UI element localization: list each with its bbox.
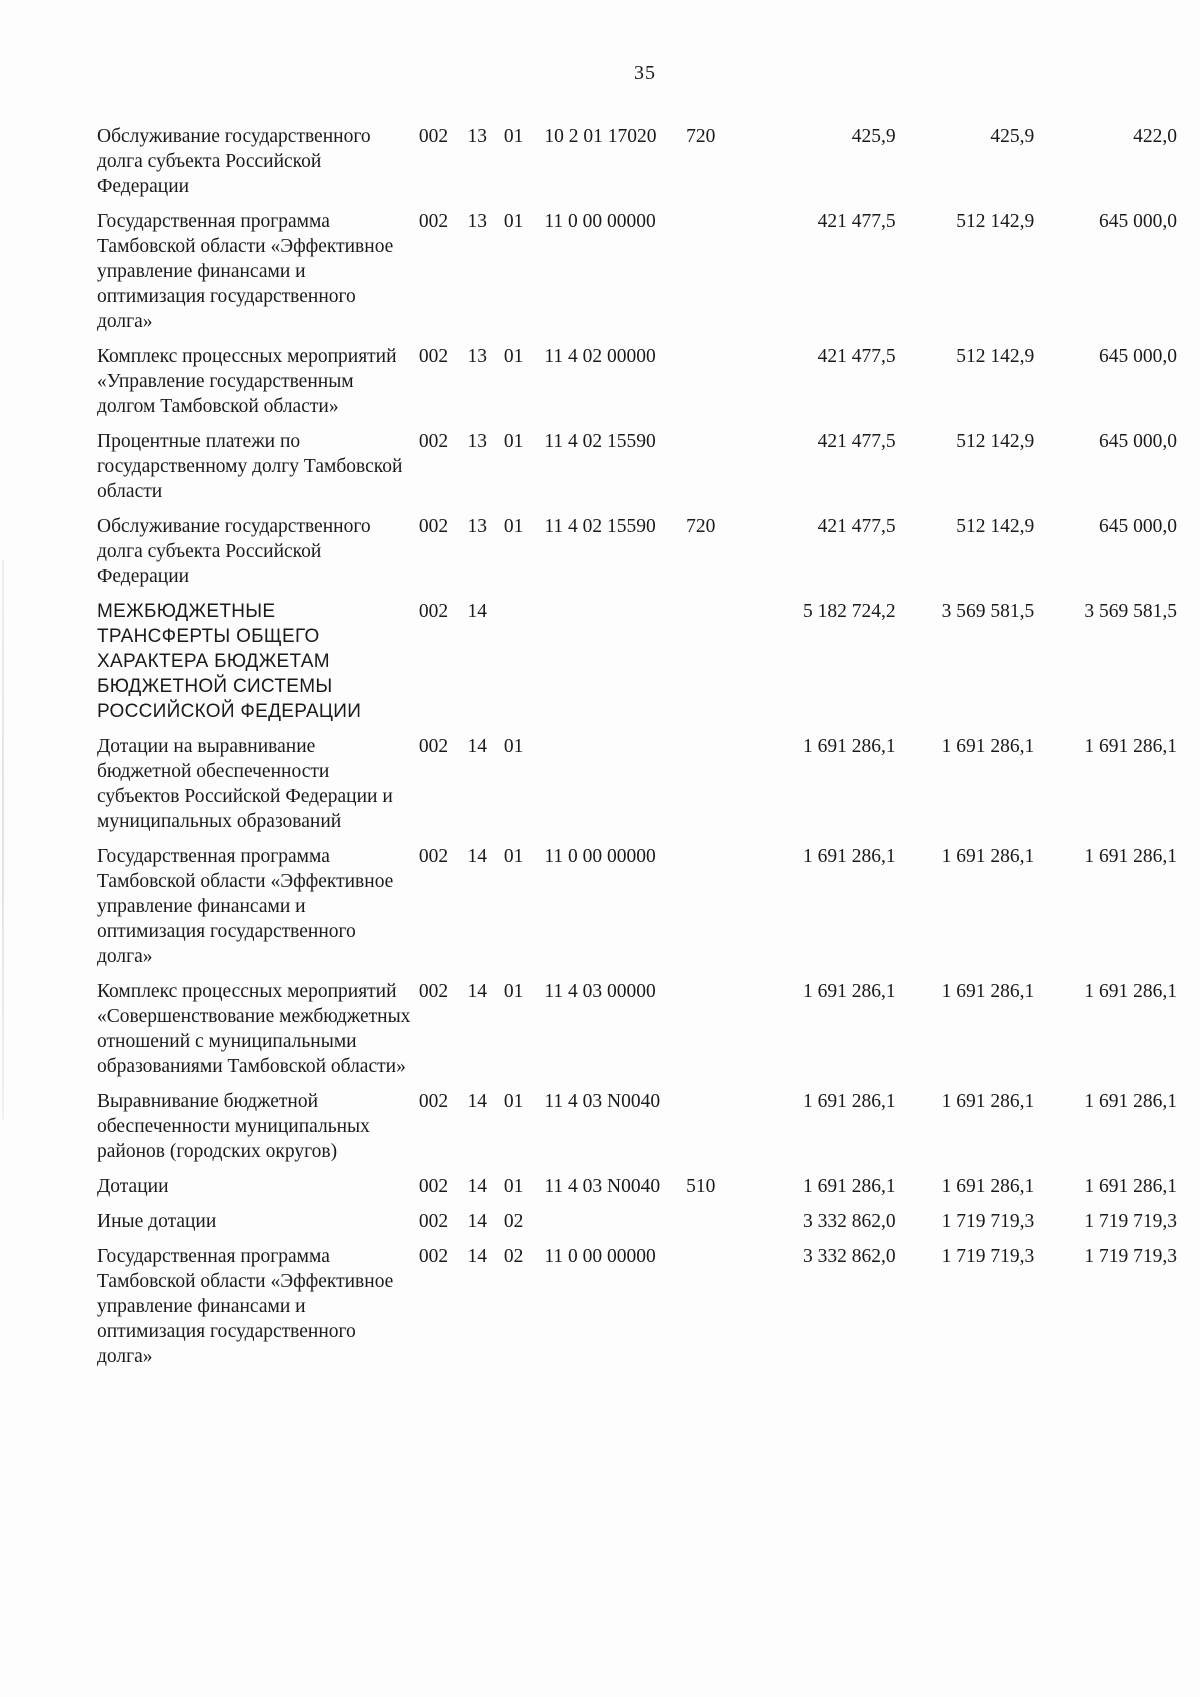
row-section: 13 xyxy=(467,346,487,367)
row-section: 14 xyxy=(467,736,487,757)
row-grbs: 002 xyxy=(418,601,449,622)
row-amount-year2: 1 691 286,1 xyxy=(941,736,1035,757)
row-amount-year1: 1 691 286,1 xyxy=(802,981,896,1002)
row-expense-type xyxy=(686,979,742,1089)
row-name: Дотации на выравнивание бюджетной обеспеченности субъектов Российской Федерации и муниципальных образований xyxy=(97,736,393,832)
row-target-item: 11 4 03 00000 xyxy=(544,981,656,1002)
row-grbs: 002 xyxy=(418,1246,449,1267)
table-row xyxy=(97,514,1177,599)
page-number: 35 xyxy=(634,62,656,84)
row-amount-year3: 645 000,0 xyxy=(1099,431,1177,452)
row-grbs: 002 xyxy=(418,346,449,367)
row-amount-year1: 425,9 xyxy=(851,126,896,147)
row-subsection: 01 xyxy=(503,126,524,147)
row-name: Государственная программа Тамбовской области «Эффективное управление финансами и оптимизация государственного долга» xyxy=(97,846,394,967)
row-target-item xyxy=(544,734,686,844)
row-grbs: 002 xyxy=(418,846,449,867)
row-grbs: 002 xyxy=(418,1176,449,1197)
row-target-item: 11 4 02 00000 xyxy=(544,346,656,367)
row-amount-year2: 1 691 286,1 xyxy=(941,846,1035,867)
row-name: Обслуживание государственного долга субъекта Российской Федерации xyxy=(97,126,371,197)
row-target-item: 11 0 00 00000 xyxy=(544,211,656,232)
table-row xyxy=(97,124,1177,209)
row-target-item xyxy=(544,1209,686,1244)
row-amount-year2: 512 142,9 xyxy=(956,431,1035,452)
row-amount-year3: 1 691 286,1 xyxy=(1084,1176,1177,1197)
row-section: 13 xyxy=(467,126,487,147)
row-section: 14 xyxy=(467,1211,487,1232)
row-expense-type xyxy=(686,734,742,844)
row-amount-year2: 425,9 xyxy=(990,126,1035,147)
row-expense-type: 720 xyxy=(686,126,716,147)
row-amount-year1: 421 477,5 xyxy=(817,431,896,452)
row-grbs: 002 xyxy=(418,1091,449,1112)
row-target-item: 11 4 02 15590 xyxy=(544,516,656,537)
row-subsection: 01 xyxy=(503,211,524,232)
row-section: 13 xyxy=(467,211,487,232)
row-section: 14 xyxy=(467,1176,487,1197)
row-amount-year1: 5 182 724,2 xyxy=(802,601,896,622)
row-expense-type xyxy=(686,599,742,734)
row-amount-year3: 645 000,0 xyxy=(1099,346,1177,367)
row-target-item: 11 4 03 N0040 xyxy=(544,1091,661,1112)
row-subsection: 01 xyxy=(503,516,524,537)
row-amount-year2: 3 569 581,5 xyxy=(941,601,1035,622)
row-grbs: 002 xyxy=(418,126,449,147)
row-amount-year1: 1 691 286,1 xyxy=(802,846,896,867)
row-subsection: 01 xyxy=(503,431,524,452)
row-section: 14 xyxy=(467,846,487,867)
table-row xyxy=(97,344,1177,429)
row-amount-year1: 3 332 862,0 xyxy=(802,1246,896,1267)
row-subsection: 02 xyxy=(503,1246,524,1267)
row-amount-year2: 512 142,9 xyxy=(956,346,1035,367)
row-grbs: 002 xyxy=(418,736,449,757)
row-subsection xyxy=(504,599,544,734)
table-row xyxy=(97,1244,1177,1379)
row-expense-type xyxy=(686,1089,742,1174)
row-target-item: 11 4 02 15590 xyxy=(544,431,656,452)
row-expense-type xyxy=(686,1244,742,1379)
row-amount-year2: 512 142,9 xyxy=(956,516,1035,537)
row-amount-year2: 1 691 286,1 xyxy=(941,1176,1035,1197)
row-amount-year3: 1 719 719,3 xyxy=(1084,1246,1177,1267)
row-section: 13 xyxy=(467,516,487,537)
row-grbs: 002 xyxy=(418,981,449,1002)
row-subsection: 01 xyxy=(503,846,524,867)
row-grbs: 002 xyxy=(418,211,449,232)
row-amount-year2: 1 719 719,3 xyxy=(941,1246,1035,1267)
row-amount-year3: 422,0 xyxy=(1133,126,1177,147)
row-expense-type xyxy=(686,844,742,979)
row-section: 13 xyxy=(467,431,487,452)
row-target-item: 11 0 00 00000 xyxy=(544,846,656,867)
row-name: Комплекс процессных мероприятий «Совершенствование межбюджетных отношений с муниципальными образованиями Тамбовской области» xyxy=(97,981,411,1077)
row-subsection: 02 xyxy=(503,1211,524,1232)
row-amount-year3: 1 691 286,1 xyxy=(1084,846,1177,867)
row-amount-year3: 1 719 719,3 xyxy=(1084,1211,1177,1232)
row-name: Комплекс процессных мероприятий «Управление государственным долгом Тамбовской области» xyxy=(97,346,397,417)
row-name: Государственная программа Тамбовской области «Эффективное управление финансами и оптимизация государственного долга» xyxy=(97,211,394,332)
row-section: 14 xyxy=(467,601,487,622)
row-name: Дотации xyxy=(97,1176,169,1197)
row-amount-year1: 1 691 286,1 xyxy=(802,1091,896,1112)
row-section: 14 xyxy=(467,1091,487,1112)
row-name: Процентные платежи по государственному долгу Тамбовской области xyxy=(97,431,403,502)
row-name: МЕЖБЮДЖЕТНЫЕ ТРАНСФЕРТЫ ОБЩЕГО ХАРАКТЕРА БЮДЖЕТАМ БЮДЖЕТНОЙ СИСТЕМЫ РОССИЙСКОЙ ФЕДЕРАЦИИ xyxy=(97,601,362,722)
row-target-item: 10 2 01 17020 xyxy=(544,126,657,147)
row-name: Государственная программа Тамбовской области «Эффективное управление финансами и оптимизация государственного долга» xyxy=(97,1246,394,1367)
table-row xyxy=(97,1174,1177,1209)
row-subsection: 01 xyxy=(503,981,524,1002)
table-row xyxy=(97,844,1177,979)
row-subsection: 01 xyxy=(503,1091,524,1112)
row-expense-type: 510 xyxy=(686,1176,716,1197)
row-amount-year1: 421 477,5 xyxy=(817,516,896,537)
row-section: 14 xyxy=(467,981,487,1002)
row-amount-year2: 1 719 719,3 xyxy=(941,1211,1035,1232)
row-amount-year2: 1 691 286,1 xyxy=(941,981,1035,1002)
row-target-item: 11 4 03 N0040 xyxy=(544,1176,661,1197)
table-row xyxy=(97,1209,1177,1244)
row-expense-type xyxy=(686,344,742,429)
table-row xyxy=(97,599,1177,734)
row-subsection: 01 xyxy=(503,1176,524,1197)
row-subsection: 01 xyxy=(503,736,524,757)
table-row xyxy=(97,209,1177,344)
row-amount-year3: 1 691 286,1 xyxy=(1084,981,1177,1002)
row-amount-year2: 512 142,9 xyxy=(956,211,1035,232)
row-amount-year3: 645 000,0 xyxy=(1099,516,1177,537)
row-target-item xyxy=(544,599,686,734)
row-amount-year3: 1 691 286,1 xyxy=(1084,1091,1177,1112)
row-section: 14 xyxy=(467,1246,487,1267)
row-amount-year3: 3 569 581,5 xyxy=(1084,601,1177,622)
row-grbs: 002 xyxy=(418,516,449,537)
table-row xyxy=(97,429,1177,514)
row-grbs: 002 xyxy=(418,431,449,452)
row-name: Иные дотации xyxy=(97,1211,217,1232)
row-amount-year2: 1 691 286,1 xyxy=(941,1091,1035,1112)
row-name: Выравнивание бюджетной обеспеченности муниципальных районов (городских округов) xyxy=(97,1091,370,1162)
row-amount-year1: 1 691 286,1 xyxy=(802,1176,896,1197)
row-amount-year1: 1 691 286,1 xyxy=(802,736,896,757)
table-row xyxy=(97,979,1177,1089)
table-row xyxy=(97,734,1177,844)
row-expense-type: 720 xyxy=(686,516,716,537)
table-row xyxy=(97,1089,1177,1174)
row-expense-type xyxy=(686,1209,742,1244)
row-grbs: 002 xyxy=(418,1211,449,1232)
row-amount-year1: 3 332 862,0 xyxy=(802,1211,896,1232)
budget-table xyxy=(97,124,1177,1379)
row-amount-year1: 421 477,5 xyxy=(817,211,896,232)
row-expense-type xyxy=(686,209,742,344)
row-expense-type xyxy=(686,429,742,514)
row-amount-year3: 645 000,0 xyxy=(1099,211,1177,232)
row-amount-year3: 1 691 286,1 xyxy=(1084,736,1177,757)
row-subsection: 01 xyxy=(503,346,524,367)
row-name: Обслуживание государственного долга субъекта Российской Федерации xyxy=(97,516,371,587)
row-target-item: 11 0 00 00000 xyxy=(544,1246,656,1267)
row-amount-year1: 421 477,5 xyxy=(817,346,896,367)
scan-edge-mark xyxy=(2,560,4,1120)
